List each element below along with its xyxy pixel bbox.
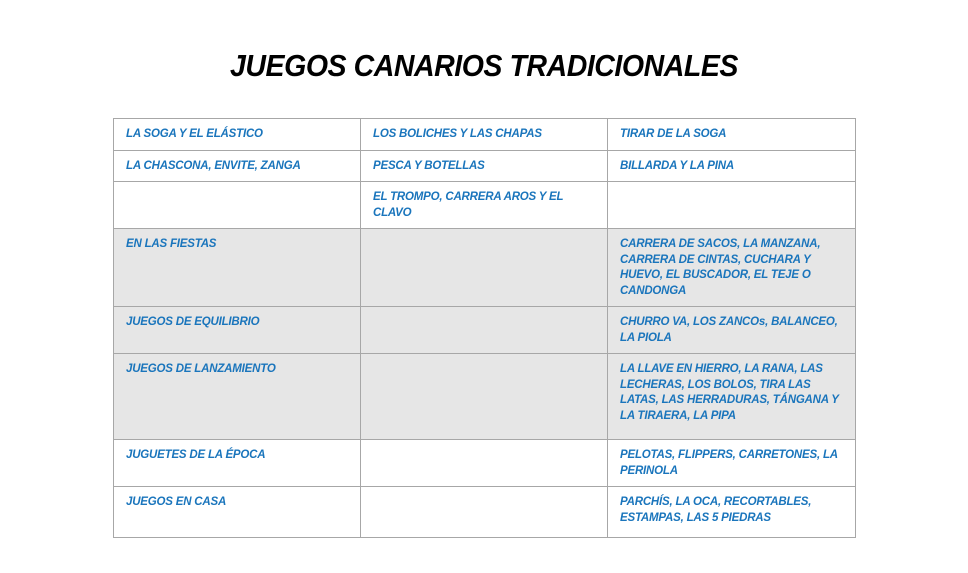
table-cell bbox=[608, 182, 856, 229]
table-cell bbox=[361, 354, 608, 440]
table-cell: LA SOGA Y EL ELÁSTICO bbox=[114, 119, 361, 151]
table-cell: TIRAR DE LA SOGA bbox=[608, 119, 856, 151]
table-cell bbox=[114, 182, 361, 229]
table-row bbox=[114, 354, 856, 440]
table-cell: LA LLAVE EN HIERRO, LA RANA, LAS LECHERAS, LOS BOLOS, TIRA LAS LATAS, LAS HERRADURAS, TÁNGANA Y LA TIRAERA, LA PIPA bbox=[608, 354, 856, 440]
table-cell: PELOTAS, FLIPPERS, CARRETONES, LA PERINOLA bbox=[608, 440, 856, 487]
table-cell: PARCHÍS, LA OCA, RECORTABLES, ESTAMPAS, LAS 5 PIEDRAS bbox=[608, 487, 856, 538]
table-cell: LOS BOLICHES Y LAS CHAPAS bbox=[361, 119, 608, 151]
page-title: JUEGOS CANARIOS TRADICIONALES bbox=[229, 48, 738, 83]
table-cell: EN LAS FIESTAS bbox=[114, 229, 361, 307]
table-cell bbox=[361, 307, 608, 354]
table-cell bbox=[361, 229, 608, 307]
table-row bbox=[114, 487, 856, 538]
table-row bbox=[114, 119, 856, 151]
table-cell: JUEGOS EN CASA bbox=[114, 487, 361, 538]
games-table bbox=[113, 118, 856, 538]
table-cell: JUEGOS DE LANZAMIENTO bbox=[114, 354, 361, 440]
table-cell: PESCA Y BOTELLAS bbox=[361, 150, 608, 182]
table-cell: JUGUETES DE LA ÉPOCA bbox=[114, 440, 361, 487]
table-cell: CARRERA DE SACOS, LA MANZANA, CARRERA DE CINTAS, CUCHARA Y HUEVO, EL BUSCADOR, EL TEJE O CANDONGA bbox=[608, 229, 856, 307]
table-cell: LA CHASCONA, ENVITE, ZANGA bbox=[114, 150, 361, 182]
table-cell: BILLARDA Y LA PINA bbox=[608, 150, 856, 182]
table-cell: CHURRO VA, LOS ZANCOs, BALANCEO, LA PIOLA bbox=[608, 307, 856, 354]
table-row bbox=[114, 440, 856, 487]
table-cell bbox=[361, 487, 608, 538]
table-cell: EL TROMPO, CARRERA AROS Y EL CLAVO bbox=[361, 182, 608, 229]
table-row bbox=[114, 229, 856, 307]
games-table-body bbox=[114, 119, 856, 538]
table-row bbox=[114, 150, 856, 182]
table-cell bbox=[361, 440, 608, 487]
table-cell: JUEGOS DE EQUILIBRIO bbox=[114, 307, 361, 354]
table-row bbox=[114, 307, 856, 354]
table-row bbox=[114, 182, 856, 229]
